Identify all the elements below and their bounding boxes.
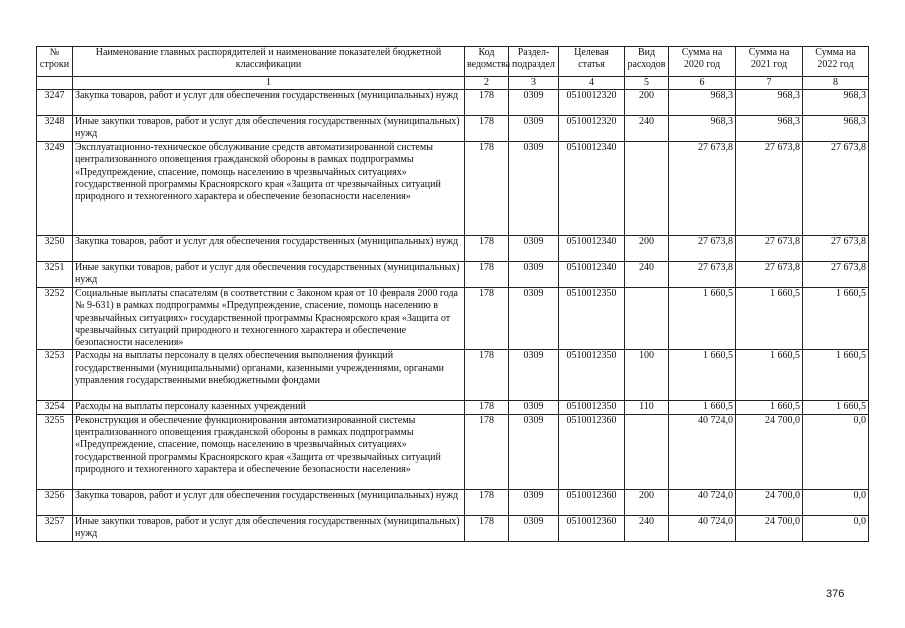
- row-sum-2022: 27 673,8: [803, 236, 869, 262]
- row-section: 0309: [509, 262, 559, 288]
- row-sum-2020: 1 660,5: [669, 288, 736, 350]
- row-number: 3255: [37, 414, 73, 489]
- row-expense-type: [625, 414, 669, 489]
- row-target-article: 0510012350: [559, 350, 625, 401]
- row-description: Закупка товаров, работ и услуг для обеспечения государственных (муниципальных) нужд: [73, 489, 465, 515]
- table-row: [37, 414, 869, 489]
- row-description: Закупка товаров, работ и услуг для обеспечения государственных (муниципальных) нужд: [73, 90, 465, 116]
- row-expense-type: [625, 288, 669, 350]
- row-sum-2020: 1 660,5: [669, 401, 736, 414]
- table-row: [37, 489, 869, 515]
- row-department-code: 178: [465, 401, 509, 414]
- colnum: 3: [509, 77, 559, 90]
- row-section: 0309: [509, 401, 559, 414]
- colnum: 5: [625, 77, 669, 90]
- row-description: Иные закупки товаров, работ и услуг для обеспечения государственных (муниципальных) нужд: [73, 262, 465, 288]
- colnum: 7: [736, 77, 803, 90]
- row-department-code: 178: [465, 116, 509, 142]
- row-sum-2021: 24 700,0: [736, 489, 803, 515]
- colnum: 6: [669, 77, 736, 90]
- row-expense-type: 240: [625, 116, 669, 142]
- budget-table: [36, 46, 869, 542]
- row-target-article: 0510012340: [559, 262, 625, 288]
- row-department-code: 178: [465, 350, 509, 401]
- header-sum-2021: Сумма на 2021 год: [736, 47, 803, 77]
- row-sum-2021: 27 673,8: [736, 236, 803, 262]
- row-expense-type: [625, 142, 669, 236]
- row-sum-2020: 40 724,0: [669, 489, 736, 515]
- row-description: Расходы на выплаты персоналу в целях обеспечения выполнения функций государственными (муниципальными) органами, казенными учреждениями, органами управления государственными внебюджетными фондами: [73, 350, 465, 401]
- table-row: [37, 142, 869, 236]
- row-description: Иные закупки товаров, работ и услуг для обеспечения государственных (муниципальных) нужд: [73, 116, 465, 142]
- table-row: [37, 116, 869, 142]
- row-expense-type: 200: [625, 90, 669, 116]
- header-type: Вид расходов: [625, 47, 669, 77]
- row-description: Эксплуатационно-техническое обслуживание средств автоматизированной системы централизованного оповещения гражданской обороны в рамках подпрограммы «Предупреждение, спасение, помощь населению в чрезвычайных ситуациях» государственной программы Красноярского края «Защита от чрезвычайных ситуаций природного и техногенного характера и обеспечение безопасности населения»: [73, 142, 465, 236]
- row-sum-2021: 1 660,5: [736, 401, 803, 414]
- row-description: Расходы на выплаты персоналу казенных учреждений: [73, 401, 465, 414]
- row-target-article: 0510012320: [559, 116, 625, 142]
- header-name: Наименование главных распорядителей и наименование показателей бюджетной классификации: [73, 47, 465, 77]
- header-sum-2020: Сумма на 2020 год: [669, 47, 736, 77]
- row-sum-2021: 1 660,5: [736, 288, 803, 350]
- table-row: [37, 90, 869, 116]
- row-target-article: 0510012360: [559, 489, 625, 515]
- row-sum-2020: 40 724,0: [669, 414, 736, 489]
- table-row: [37, 401, 869, 414]
- row-number: 3248: [37, 116, 73, 142]
- colnum: 2: [465, 77, 509, 90]
- row-expense-type: 240: [625, 515, 669, 541]
- row-sum-2022: 1 660,5: [803, 288, 869, 350]
- row-number: 3252: [37, 288, 73, 350]
- row-department-code: 178: [465, 142, 509, 236]
- row-section: 0309: [509, 288, 559, 350]
- row-sum-2022: 1 660,5: [803, 350, 869, 401]
- row-description: Реконструкция и обеспечение функционирования автоматизированной системы централизованного оповещения гражданской обороны в рамках подпрограммы «Предупреждение, спасение, помощь населению в чрезвычайных ситуациях» государственной программы Красноярского края «Защита от чрезвычайных ситуаций природного и техногенного характера и обеспечение безопасности населения»: [73, 414, 465, 489]
- row-number: 3250: [37, 236, 73, 262]
- row-sum-2022: 968,3: [803, 116, 869, 142]
- row-sum-2020: 40 724,0: [669, 515, 736, 541]
- row-sum-2021: 24 700,0: [736, 515, 803, 541]
- row-department-code: 178: [465, 90, 509, 116]
- row-sum-2022: 1 660,5: [803, 401, 869, 414]
- colnum-empty: [37, 77, 73, 90]
- row-sum-2022: 0,0: [803, 414, 869, 489]
- colnum: 4: [559, 77, 625, 90]
- colnum: 8: [803, 77, 869, 90]
- header-row: [37, 47, 869, 77]
- row-target-article: 0510012320: [559, 90, 625, 116]
- row-section: 0309: [509, 350, 559, 401]
- table-row: [37, 288, 869, 350]
- row-sum-2020: 27 673,8: [669, 142, 736, 236]
- row-sum-2022: 968,3: [803, 90, 869, 116]
- row-number: 3251: [37, 262, 73, 288]
- row-department-code: 178: [465, 414, 509, 489]
- row-target-article: 0510012360: [559, 515, 625, 541]
- header-target: Целевая статья: [559, 47, 625, 77]
- row-description: Закупка товаров, работ и услуг для обеспечения государственных (муниципальных) нужд: [73, 236, 465, 262]
- row-sum-2020: 27 673,8: [669, 236, 736, 262]
- row-sum-2021: 27 673,8: [736, 142, 803, 236]
- row-expense-type: 110: [625, 401, 669, 414]
- row-department-code: 178: [465, 515, 509, 541]
- row-department-code: 178: [465, 262, 509, 288]
- row-expense-type: 240: [625, 262, 669, 288]
- row-sum-2021: 24 700,0: [736, 414, 803, 489]
- row-expense-type: 200: [625, 489, 669, 515]
- row-department-code: 178: [465, 489, 509, 515]
- row-number: 3247: [37, 90, 73, 116]
- page-number: 376: [826, 588, 845, 600]
- row-target-article: 0510012360: [559, 414, 625, 489]
- row-section: 0309: [509, 515, 559, 541]
- header-row-no: № строки: [37, 47, 73, 77]
- row-target-article: 0510012340: [559, 142, 625, 236]
- row-sum-2020: 968,3: [669, 116, 736, 142]
- row-section: 0309: [509, 236, 559, 262]
- row-section: 0309: [509, 489, 559, 515]
- row-department-code: 178: [465, 236, 509, 262]
- row-target-article: 0510012350: [559, 288, 625, 350]
- row-description: Иные закупки товаров, работ и услуг для обеспечения государственных (муниципальных) нужд: [73, 515, 465, 541]
- row-number: 3254: [37, 401, 73, 414]
- row-sum-2021: 968,3: [736, 116, 803, 142]
- row-sum-2022: 27 673,8: [803, 262, 869, 288]
- colnum: 1: [73, 77, 465, 90]
- row-section: 0309: [509, 116, 559, 142]
- header-section: Раздел-подраздел: [509, 47, 559, 77]
- row-expense-type: 200: [625, 236, 669, 262]
- row-target-article: 0510012350: [559, 401, 625, 414]
- row-expense-type: 100: [625, 350, 669, 401]
- row-number: 3256: [37, 489, 73, 515]
- row-sum-2022: 0,0: [803, 489, 869, 515]
- row-section: 0309: [509, 414, 559, 489]
- row-target-article: 0510012340: [559, 236, 625, 262]
- table-row: [37, 262, 869, 288]
- row-sum-2021: 968,3: [736, 90, 803, 116]
- row-number: 3257: [37, 515, 73, 541]
- row-section: 0309: [509, 90, 559, 116]
- row-sum-2022: 0,0: [803, 515, 869, 541]
- row-number: 3249: [37, 142, 73, 236]
- table-row: [37, 236, 869, 262]
- row-sum-2021: 27 673,8: [736, 262, 803, 288]
- column-number-row: [37, 77, 869, 90]
- row-sum-2020: 1 660,5: [669, 350, 736, 401]
- row-number: 3253: [37, 350, 73, 401]
- header-sum-2022: Сумма на 2022 год: [803, 47, 869, 77]
- row-sum-2021: 1 660,5: [736, 350, 803, 401]
- table-row: [37, 515, 869, 541]
- row-description: Социальные выплаты спасателям (в соответствии с Законом края от 10 февраля 2000 года № 9-631) в рамках подпрограммы «Предупреждение, спасение, помощь населению в чрезвычайных ситуациях» государственной программы Красноярского края «Защита от чрезвычайных ситуаций природного и техногенного характера и обеспечение безопасности населения»: [73, 288, 465, 350]
- row-sum-2020: 27 673,8: [669, 262, 736, 288]
- header-code: Код ведомства: [465, 47, 509, 77]
- row-section: 0309: [509, 142, 559, 236]
- row-sum-2022: 27 673,8: [803, 142, 869, 236]
- row-department-code: 178: [465, 288, 509, 350]
- table-row: [37, 350, 869, 401]
- row-sum-2020: 968,3: [669, 90, 736, 116]
